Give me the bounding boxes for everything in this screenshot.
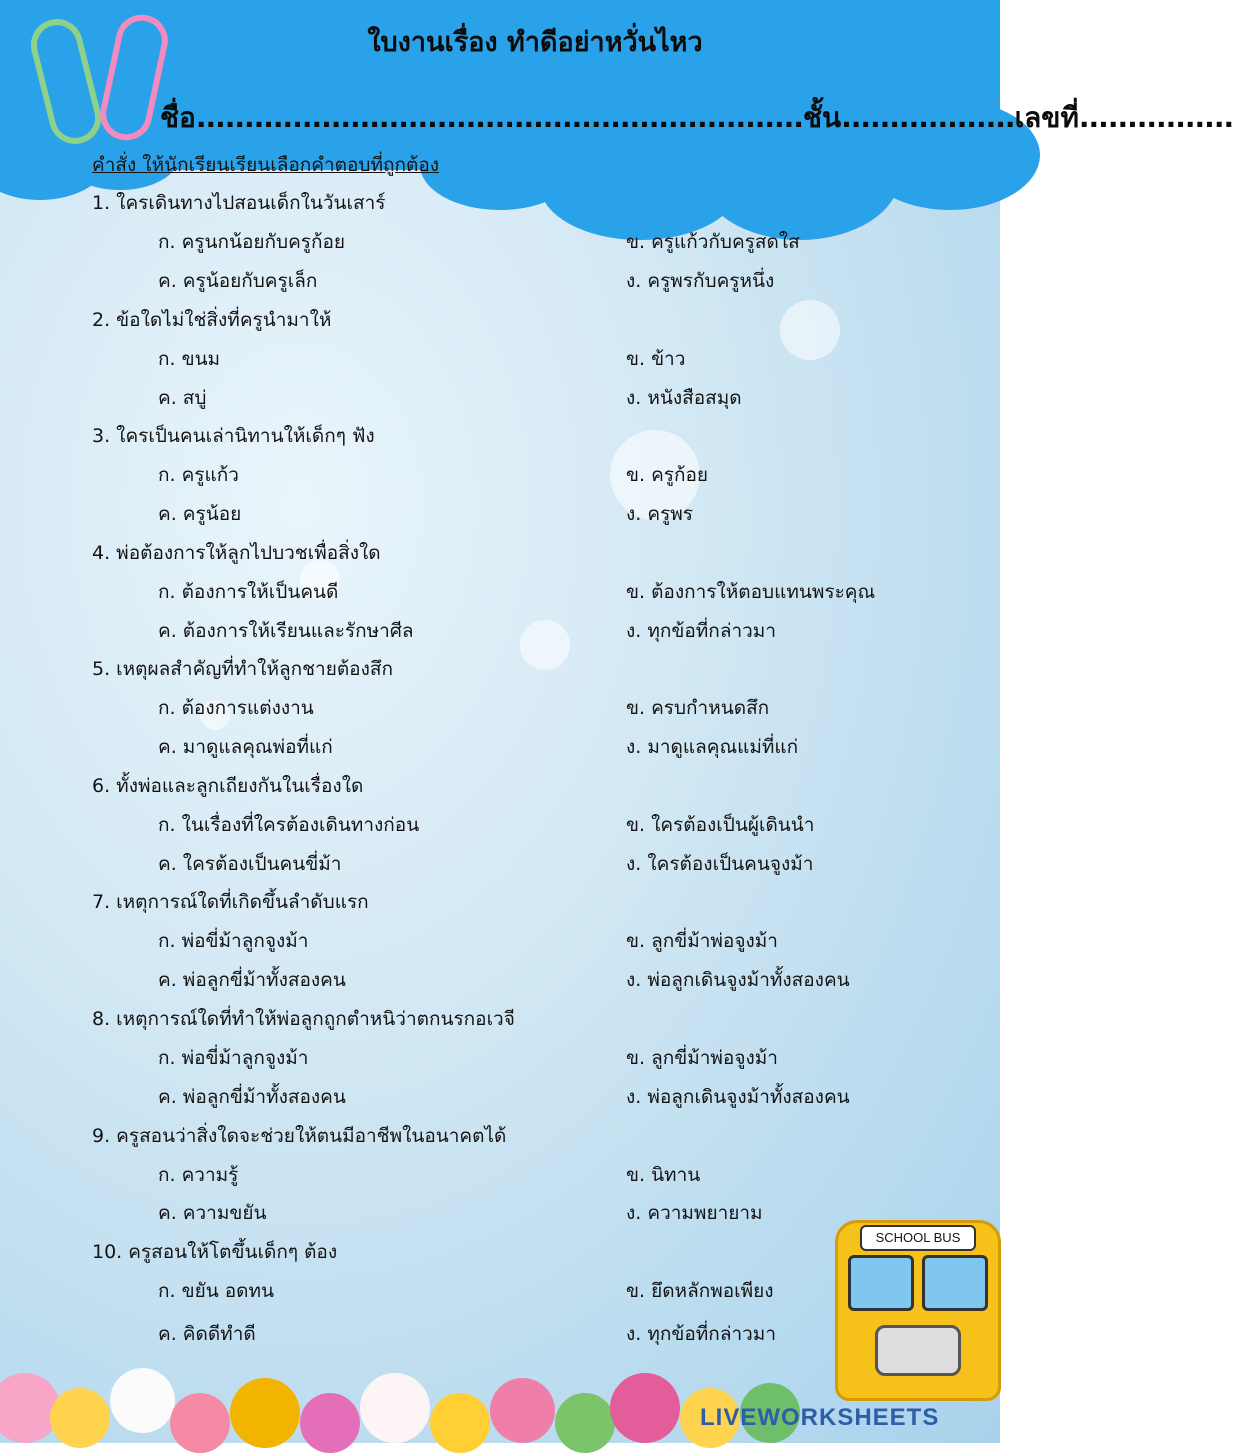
bus-sign: SCHOOL BUS [860,1225,976,1251]
question-7: 7. เหตุการณ์ใดที่เกิดขึ้นลำดับแรก [92,891,369,913]
choice-2-a[interactable]: ก. ขนม [158,348,221,370]
choice-8-b[interactable]: ข. ลูกขี่ม้าพ่อจูงม้า [626,1047,778,1069]
choice-3-a[interactable]: ก. ครูแก้ว [158,464,239,486]
choice-10-a[interactable]: ก. ขยัน อดทน [158,1280,274,1302]
question-6: 6. ทั้งพ่อและลูกเถียงกันในเรื่องใด [92,775,364,797]
name-label: ชื่อ [160,101,196,134]
class-field[interactable]: .................. [841,101,1015,134]
choice-10-d[interactable]: ง. ทุกข้อที่กล่าวมา [626,1323,776,1345]
choice-6-b[interactable]: ข. ใครต้องเป็นผู้เดินนำ [626,814,815,836]
flower-icon [430,1393,490,1453]
choice-7-a[interactable]: ก. พ่อขี่ม้าลูกจูงม้า [158,930,309,952]
question-4: 4. พ่อต้องการให้ลูกไปบวชเพื่อสิ่งใด [92,542,381,564]
choice-5-a[interactable]: ก. ต้องการแต่งงาน [158,697,314,719]
choice-7-b[interactable]: ข. ลูกขี่ม้าพ่อจูงม้า [626,930,778,952]
question-1: 1. ใครเดินทางไปสอนเด็กในวันเสาร์ [92,192,386,214]
choice-9-a[interactable]: ก. ความรู้ [158,1164,239,1186]
worksheet-title: ใบงานเรื่อง ทำดีอย่าหวั่นไหว [367,27,703,58]
question-2: 2. ข้อใดไม่ใช่สิ่งที่ครูนำมาให้ [92,309,332,331]
sparkle [520,620,570,670]
choice-2-d[interactable]: ง. หนังสือสมุด [626,387,742,409]
choice-8-a[interactable]: ก. พ่อขี่ม้าลูกจูงม้า [158,1047,309,1069]
choice-4-c[interactable]: ค. ต้องการให้เรียนและรักษาศีล [158,620,414,642]
question-9: 9. ครูสอนว่าสิ่งใดจะช่วยให้ตนมีอาชีพในอนาคตได้ [92,1125,507,1147]
name-field[interactable]: ............................................................... [195,101,803,134]
choice-6-a[interactable]: ก. ในเรื่องที่ใครต้องเดินทางก่อน [158,814,420,836]
flower-icon [300,1393,360,1453]
choice-8-c[interactable]: ค. พ่อลูกขี่ม้าทั้งสองคน [158,1086,346,1108]
choice-9-c[interactable]: ค. ความขยัน [158,1202,267,1224]
choice-1-a[interactable]: ก. ครูนกน้อยกับครูก้อย [158,231,346,253]
choice-9-b[interactable]: ข. นิทาน [626,1164,701,1186]
question-5: 5. เหตุผลสำคัญที่ทำให้ลูกชายต้องสึก [92,658,393,680]
choice-5-b[interactable]: ข. ครบกำหนดสึก [626,697,770,719]
instruction-text: คำสั่ง ให้นักเรียนเรียนเลือกคำตอบที่ถูกต้อง [92,154,440,176]
question-10: 10. ครูสอนให้โตขึ้นเด็กๆ ต้อง [92,1241,338,1263]
choice-1-b[interactable]: ข. ครูแก้วกับครูสดใส [626,231,800,253]
bus-window [848,1255,914,1311]
school-bus-illustration [830,1215,1000,1405]
flower-icon [360,1373,430,1443]
number-field[interactable]: ................ [1078,101,1233,134]
choice-6-c[interactable]: ค. ใครต้องเป็นคนขี่ม้า [158,853,342,875]
choice-5-d[interactable]: ง. มาดูแลคุณแม่ที่แก่ [626,736,799,758]
question-3: 3. ใครเป็นคนเล่านิทานให้เด็กๆ ฟัง [92,425,375,447]
choice-4-b[interactable]: ข. ต้องการให้ตอบแทนพระคุณ [626,581,876,603]
choice-3-b[interactable]: ข. ครูก้อย [626,464,709,486]
choice-10-b[interactable]: ข. ยึดหลักพอเพียง [626,1280,774,1302]
choice-3-d[interactable]: ง. ครูพร [626,503,694,525]
flower-icon [110,1368,175,1433]
choice-6-d[interactable]: ง. ใครต้องเป็นคนจูงม้า [626,853,814,875]
choice-10-c[interactable]: ค. คิดดีทำดี [158,1323,256,1345]
flower-icon [610,1373,680,1443]
flower-icon [170,1393,230,1453]
choice-9-d[interactable]: ง. ความพยายาม [626,1202,763,1224]
choice-1-c[interactable]: ค. ครูน้อยกับครูเล็ก [158,270,318,292]
bus-grill [875,1325,961,1376]
flower-icon [230,1378,300,1448]
question-8: 8. เหตุการณ์ใดที่ทำให้พ่อลูกถูกตำหนิว่าตกนรกอเวจี [92,1008,515,1030]
choice-2-b[interactable]: ข. ข้าว [626,348,686,370]
flower-icon [50,1388,110,1448]
choice-4-d[interactable]: ง. ทุกข้อที่กล่าวมา [626,620,776,642]
choice-1-d[interactable]: ง. ครูพรกับครูหนึ่ง [626,270,775,292]
choice-2-c[interactable]: ค. สบู่ [158,387,207,409]
choice-5-c[interactable]: ค. มาดูแลคุณพ่อที่แก่ [158,736,333,758]
choice-8-d[interactable]: ง. พ่อลูกเดินจูงม้าทั้งสองคน [626,1086,850,1108]
watermark-logo: LIVEWORKSHEETS [700,1404,940,1431]
flower-icon [490,1378,555,1443]
sparkle [780,300,840,360]
bus-window [922,1255,988,1311]
choice-4-a[interactable]: ก. ต้องการให้เป็นคนดี [158,581,339,603]
number-label: เลขที่ [1014,101,1079,134]
choice-3-c[interactable]: ค. ครูน้อย [158,503,242,525]
choice-7-c[interactable]: ค. พ่อลูกขี่ม้าทั้งสองคน [158,969,346,991]
class-label: ชั้น [802,101,842,134]
flower-icon [555,1393,615,1453]
student-info-line [160,96,1233,140]
choice-7-d[interactable]: ง. พ่อลูกเดินจูงม้าทั้งสองคน [626,969,850,991]
